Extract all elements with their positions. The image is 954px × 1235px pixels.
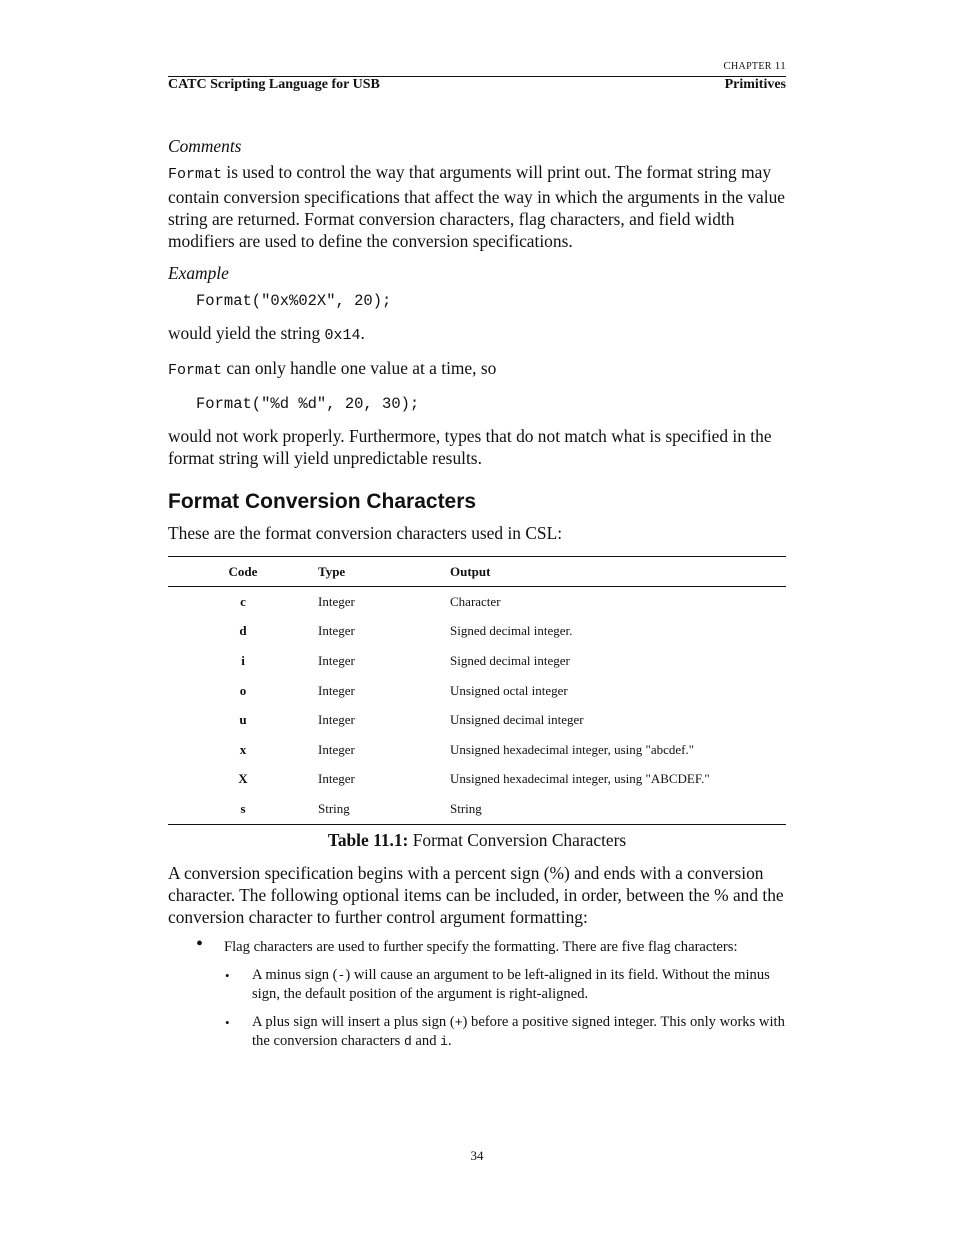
code-cell: o	[239, 682, 247, 698]
comments-paragraph	[168, 161, 786, 252]
table-caption	[168, 829, 786, 851]
minus-text-a: A minus sign (	[252, 966, 338, 983]
example-code-2: Format("%d %d", 20, 30);	[196, 395, 420, 413]
type-cell: Integer	[318, 623, 355, 639]
spec-paragraph: A conversion specification begins with a percent sign (%) and ends with a conversion character. The following optional items can be included, in order, between the % and the conversion character to further control argument formatting:	[168, 862, 784, 927]
plus-code: +	[454, 1014, 463, 1030]
comments-label: Comments	[168, 136, 242, 156]
type-cell: Integer	[318, 712, 355, 728]
chapter-label: CHAPTER 11	[723, 60, 786, 72]
plus-text-b: ) before a positive signed integer. This only works with the conversion characters	[252, 1013, 785, 1049]
yield-end: .	[360, 323, 365, 343]
example-code-1: Format("0x%02X", 20);	[196, 292, 392, 310]
plus-end: .	[447, 1032, 452, 1049]
plus-and: and	[411, 1032, 441, 1049]
table-row	[168, 587, 786, 617]
header-section-title: Primitives	[724, 77, 786, 92]
type-cell: Integer	[318, 771, 355, 787]
output-cell: Unsigned octal integer	[450, 682, 568, 698]
list-item	[168, 966, 786, 1004]
code-cell: s	[240, 800, 246, 816]
table-header-row	[168, 557, 786, 587]
code-cell: X	[238, 771, 248, 787]
table-row	[168, 705, 786, 735]
type-cell: Integer	[318, 652, 355, 668]
page-number: 34	[470, 1148, 484, 1163]
output-cell: Unsigned hexadecimal integer, using "ABCDEF."	[450, 771, 710, 787]
table-row	[168, 735, 786, 765]
list-item	[168, 932, 786, 957]
format-word: Format	[168, 362, 223, 379]
table-row	[168, 765, 786, 795]
table-row	[168, 646, 786, 676]
not-work-paragraph: would not work properly. Furthermore, types that do not match what is specified in the format string will yield unpredictable results.	[168, 426, 772, 468]
code-cell: d	[239, 623, 247, 639]
col-header-code: Code	[168, 557, 318, 587]
minus-code: -	[337, 967, 346, 983]
type-cell: Integer	[318, 593, 355, 609]
header-doc-title: CATC Scripting Language for USB	[168, 77, 380, 92]
table-row	[168, 676, 786, 706]
output-cell: String	[450, 800, 482, 816]
code-i: i	[440, 1033, 448, 1049]
code-cell: c	[240, 593, 246, 609]
bullet-icon: •	[196, 932, 204, 955]
code-cell: i	[241, 652, 245, 668]
one-value-text: can only handle one value at a time, so	[222, 358, 497, 378]
type-cell: Integer	[318, 741, 355, 757]
flag-bullet-text: Flag characters are used to further specify the formatting. There are five flag characters:	[224, 938, 738, 955]
comments-text: is used to control the way that arguments will print out. The format string may contain conversion specifications that affect the way in which the arguments in the value string are returned. Format conversion characters, flag characters, and field width modifiers are used to define the conversion specifications.	[168, 162, 786, 251]
plus-text-a: A plus sign will insert a plus sign (	[252, 1013, 455, 1030]
example-label: Example	[168, 263, 229, 283]
col-header-output: Output	[450, 557, 786, 587]
caption-label: Table 11.1:	[327, 829, 409, 850]
yield-text: would yield the string	[168, 323, 325, 343]
bullet-list	[168, 932, 786, 1051]
col-header-type: Type	[318, 557, 450, 587]
sub-bullet-icon: •	[225, 1014, 230, 1030]
one-value-paragraph	[168, 357, 786, 382]
table-row	[168, 617, 786, 647]
list-item	[168, 1013, 786, 1051]
code-cell: u	[239, 712, 247, 728]
minus-text-b: ) will cause an argument to be left-aligned in its field. Without the minus sign, the default position of the argument is right-aligned.	[252, 966, 770, 1002]
caption-text: Format Conversion Characters	[408, 829, 627, 850]
format-code-word: Format	[168, 166, 223, 183]
yield-code: 0x14	[324, 327, 361, 344]
section-intro: These are the format conversion characters used in CSL:	[168, 523, 563, 543]
output-cell: Character	[450, 593, 501, 609]
conversion-table	[168, 556, 786, 825]
page-content	[168, 135, 786, 1051]
code-cell: x	[239, 741, 247, 757]
code-d: d	[403, 1033, 412, 1049]
output-cell: Unsigned hexadecimal integer, using "abcdef."	[450, 741, 695, 757]
section-heading: Format Conversion Characters	[168, 490, 477, 513]
output-cell: Signed decimal integer.	[450, 623, 573, 639]
output-cell: Signed decimal integer	[450, 652, 570, 668]
table-row	[168, 794, 786, 824]
type-cell: String	[318, 800, 350, 816]
sub-bullet-icon: •	[225, 967, 230, 983]
output-cell: Unsigned decimal integer	[450, 712, 584, 728]
yield-paragraph	[168, 322, 786, 347]
type-cell: Integer	[318, 682, 355, 698]
